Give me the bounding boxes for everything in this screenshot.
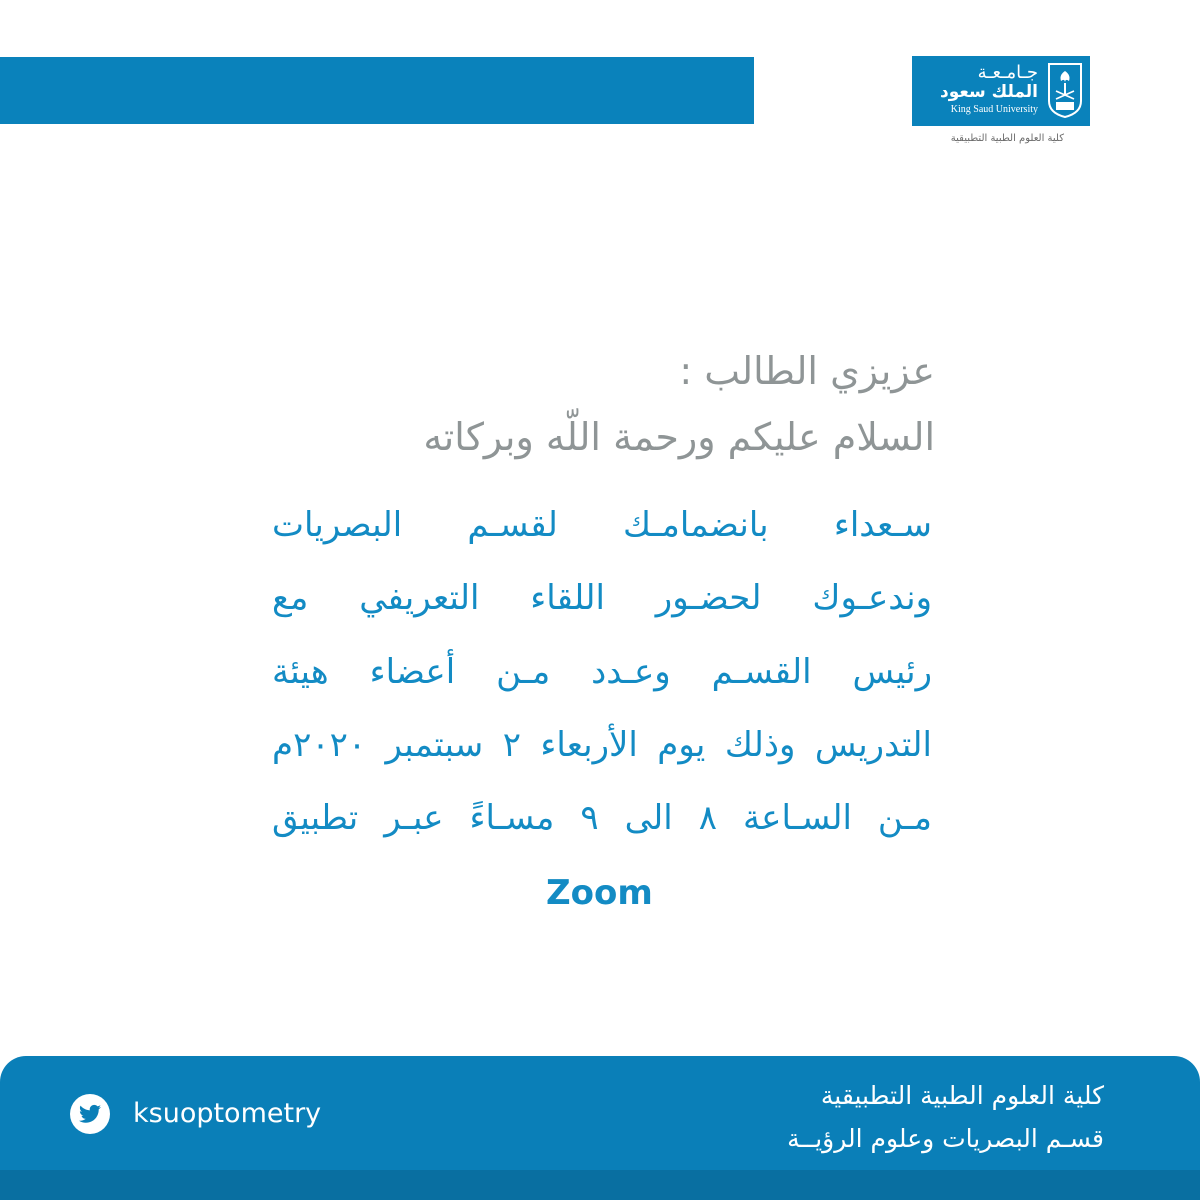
ksu-emblem-icon — [1046, 61, 1084, 119]
message-line: وندعـوك لحضـور اللقاء التعريفي مع — [272, 578, 932, 618]
university-logo — [912, 56, 1090, 144]
logo-arabic-line2: الملك سعود — [940, 82, 1038, 102]
greeting-salutation: السلام عليكم ورحمة اللّه وبركاته — [423, 415, 935, 459]
footer-bottom-strip — [0, 1170, 1200, 1200]
greeting-title: عزيزي الطالب : — [679, 349, 935, 393]
twitter-handle[interactable]: ksuoptometry — [133, 1098, 322, 1129]
message-line: رئيس القسـم وعـدد مـن أعضاء هيئة — [272, 652, 932, 692]
footer-bar — [0, 1056, 1200, 1200]
message-line: التدريس وذلك يوم الأربعاء ٢ سبتمبر ٢٠٢٠م — [272, 725, 932, 765]
logo-arabic-line1: جـامـعـة — [977, 62, 1038, 83]
logo-subtitle: كلية العلوم الطبية التطبيقية — [950, 133, 1064, 144]
message-line: مـن السـاعة ٨ الى ٩ مسـاءً عبـر تطبيق — [272, 798, 932, 838]
footer-college-name: كلية العلوم الطبية التطبيقية — [820, 1081, 1104, 1110]
twitter-bird-icon — [79, 1104, 101, 1124]
logo-english: King Saud University — [950, 104, 1038, 115]
logo-box — [912, 56, 1090, 126]
zoom-app-name: Zoom — [546, 873, 653, 913]
twitter-icon[interactable] — [70, 1094, 110, 1134]
message-line: سـعداء بانضمامـك لقسـم البصريات — [272, 505, 932, 545]
footer-department-name: قسـم البصريات وعلوم الرؤيــة — [787, 1124, 1104, 1153]
top-accent-bar — [0, 57, 754, 124]
